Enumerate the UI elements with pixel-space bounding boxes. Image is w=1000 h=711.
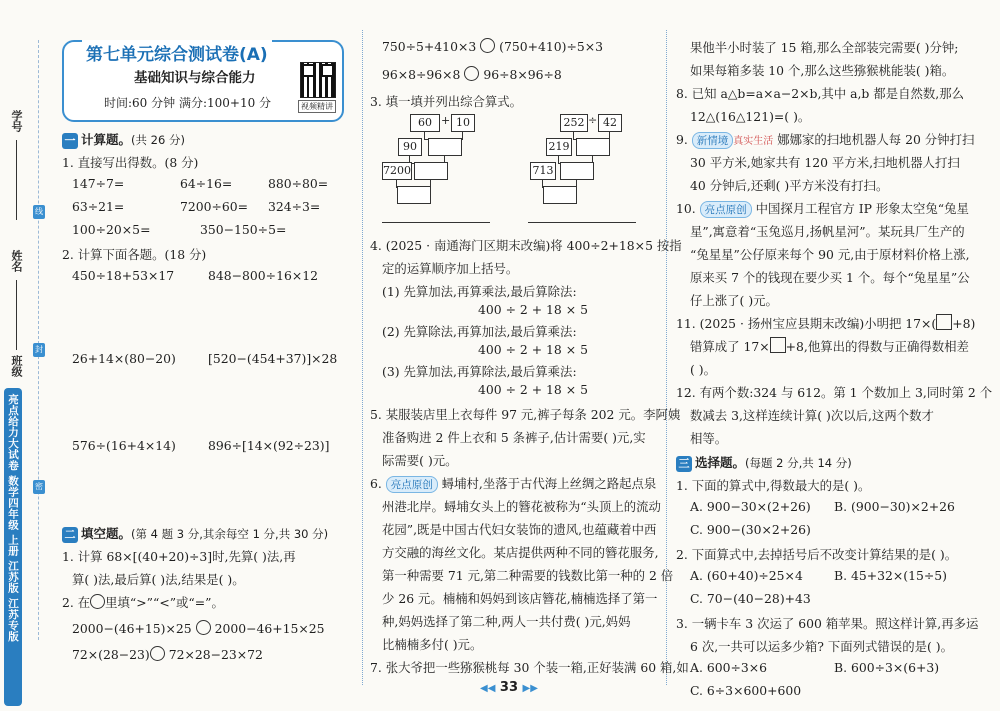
section-choice-header xyxy=(676,453,852,472)
f6-tag: 亮点原创 xyxy=(386,476,438,493)
f8-line: 12△(16△121)=( )。 xyxy=(690,109,811,124)
compare-circle[interactable] xyxy=(150,646,165,661)
s2-option[interactable]: A. (60+40)÷25×4 xyxy=(690,568,803,583)
f5-line: 际需要( )元。 xyxy=(382,453,458,468)
q2-item: 848−800÷16×12 xyxy=(208,268,318,283)
s1-title: 1. 下面的算式中,得数最大的是( )。 xyxy=(676,478,871,493)
diagram-box: 60 xyxy=(410,114,440,132)
f10-line: 星”,寓意着“玉兔巡月,扬帆星河”。某玩具厂生产的 xyxy=(690,224,965,239)
s3-option[interactable]: B. 600÷3×(6+3) xyxy=(834,660,940,675)
f9-text: 娜娜家的扫地机器人每 20 分钟打扫 xyxy=(777,132,975,147)
c-expr: 96÷8×96÷8 xyxy=(483,67,562,82)
f12-line: 相等。 xyxy=(690,431,728,446)
f6-line: 种,妈妈选择了第二种,两人一共付费( )元,妈妈 xyxy=(382,614,631,629)
q1-item: 63÷21= xyxy=(72,199,125,214)
q1-item: 100÷20×5= xyxy=(72,222,151,237)
c-expr: 750÷5+410×3 xyxy=(382,39,477,54)
column-divider-1 xyxy=(362,30,363,685)
f6-text: 蟳埔村,坐落于古代海上丝绸之路起点泉 xyxy=(441,476,657,491)
q1-item: 64÷16= xyxy=(180,176,233,191)
book-series-band xyxy=(4,388,22,706)
q1-item: 7200÷60= xyxy=(180,199,249,214)
q1-item: 350−150÷5= xyxy=(200,222,287,237)
f2-row xyxy=(72,620,325,636)
section-title: 计算题。 xyxy=(81,132,132,147)
c-expr: (750+410)÷5×3 xyxy=(499,39,604,54)
class-label: 班级 xyxy=(10,355,23,377)
cut-line xyxy=(38,40,39,640)
diagram-blank-box[interactable] xyxy=(560,162,594,180)
section-fill-header xyxy=(62,524,328,543)
page-number xyxy=(480,680,538,695)
diagram-blank-box[interactable] xyxy=(428,138,462,156)
name-line xyxy=(16,280,17,350)
f10-text: 中国探月工程官方 IP 形象太空兔“兔星 xyxy=(755,201,969,216)
f10-line: “兔星星”公仔原来每个 90 元,由于原材料价格上涨, xyxy=(690,247,970,262)
f2-expr: 2000−(46+15)×25 xyxy=(72,621,192,636)
s2-option[interactable]: B. 45+32×(15÷5) xyxy=(834,568,947,583)
qr-code-icon[interactable] xyxy=(300,62,336,98)
f4-sub: (2) 先算除法,再算加法,最后算乘法: xyxy=(382,324,577,339)
diagram-box: 42 xyxy=(598,114,622,132)
f4-expr: 400 ÷ 2 + 18 × 5 xyxy=(478,342,588,357)
compare-circle[interactable] xyxy=(464,66,479,81)
diagram-box: 219 xyxy=(546,138,572,156)
f4-sub: (1) 先算加法,再算乘法,最后算除法: xyxy=(382,284,577,299)
square-blank xyxy=(936,314,952,330)
q1-item: 147÷7= xyxy=(72,176,125,191)
f6-line xyxy=(370,474,656,493)
column-divider-2 xyxy=(666,30,667,685)
f2-row xyxy=(72,646,263,662)
section-title: 填空题。 xyxy=(81,526,132,541)
diagram-blank-box[interactable] xyxy=(576,138,610,156)
student-id-line xyxy=(16,140,17,220)
f6-line: 少 26 元。楠楠和妈妈到该店簪花,楠楠选择了第一 xyxy=(382,591,658,606)
qr-label: 视频精讲 xyxy=(298,100,336,113)
diagram-blank-box[interactable] xyxy=(397,186,431,204)
f2-title-prefix: 2. 在 xyxy=(62,595,91,610)
section-calc-header xyxy=(62,130,185,149)
compare-circle[interactable] xyxy=(196,620,211,635)
s3-line: 3. 一辆卡车 3 次运了 600 箱苹果。照这样计算,再多运 xyxy=(676,616,979,631)
section-note: (每题 2 分,共 14 分) xyxy=(745,456,852,470)
f6-num: 6. xyxy=(370,476,382,491)
diagram-box: 10 xyxy=(451,114,475,132)
f12-line: 数减去 3,这样连续计算( )次以后,这两个数才 xyxy=(690,408,934,423)
f2-expr: 2000−46+15×25 xyxy=(214,621,325,636)
section-number: 一 xyxy=(62,133,78,149)
f10-line xyxy=(676,199,969,218)
s1-option[interactable]: A. 900−30×(2+26) xyxy=(690,499,811,514)
f12-line: 12. 有两个数:324 与 612。第 1 个数加上 3,同时第 2 个 xyxy=(676,385,993,400)
time-info: 时间:60 分钟 满分:100+10 分 xyxy=(104,96,272,110)
student-id-label: 学号 xyxy=(10,110,23,132)
f10-tag: 亮点原创 xyxy=(700,201,752,218)
f11-text: 11. (2025 · 扬州宝应县期末改编)小明把 17×( xyxy=(676,316,937,331)
f4-expr: 400 ÷ 2 + 18 × 5 xyxy=(478,302,588,317)
s3-option[interactable]: C. 6÷3×600+600 xyxy=(690,683,802,698)
diagram-line xyxy=(424,131,425,139)
f4-line: 4. (2025 · 南通海门区期末改编)将 400÷2+18×5 按指 xyxy=(370,238,682,253)
f9-line: 30 平方米,她家共有 120 平方米,扫地机器人打扫 xyxy=(690,155,960,170)
diagram-op: + xyxy=(441,114,451,127)
f10-line: 仔上涨了( )元。 xyxy=(690,293,778,308)
f6-line: 方交融的海丝文化。某店提供两种不同的簪花服务, xyxy=(382,545,659,560)
f7-line: 如果每箱多装 10 个,那么这些猕猴桃能装( )箱。 xyxy=(690,63,955,78)
f4-expr: 400 ÷ 2 + 18 × 5 xyxy=(478,382,588,397)
s1-option[interactable]: B. (900−30)×2+26 xyxy=(834,499,955,514)
f9-tag2: 真实生活 xyxy=(733,136,774,147)
title-box xyxy=(62,40,344,122)
diagram-op: ÷ xyxy=(588,114,598,127)
f11-line: ( )。 xyxy=(690,362,716,377)
f11-text: +8,他算出的得数与正确得数相差 xyxy=(785,339,969,354)
section-number: 二 xyxy=(62,527,78,543)
f4-line: 定的运算顺序加上括号。 xyxy=(382,261,519,276)
f2-expr: 72×28−23×72 xyxy=(168,647,263,662)
f4-sub: (3) 先算加法,再算除法,最后算乘法: xyxy=(382,364,577,379)
diagram-line xyxy=(573,131,574,139)
f11-text: 错算成了 17× xyxy=(690,339,770,354)
f6-line: 花园”,既是中国古代妇女装饰的遗风,也蕴藏着中西 xyxy=(382,522,657,537)
q2-item: 450÷18+53×17 xyxy=(72,268,175,283)
f9-tag: 新情境 xyxy=(692,132,734,149)
q1-item: 880÷80= xyxy=(268,176,329,191)
section-note: (共 26 分) xyxy=(131,133,185,147)
answer-line[interactable] xyxy=(528,222,636,223)
seal-mark-1: 线 xyxy=(33,205,45,219)
q1-item: 324÷3= xyxy=(268,199,321,214)
diagram-blank-box[interactable] xyxy=(543,186,577,204)
circle-blank xyxy=(90,594,105,609)
f5-line: 准备购进 2 件上衣和 5 条裤子,估计需要( )元,实 xyxy=(382,430,646,445)
s3-line: 6 次,一共可以运多少箱? 下面列式错误的是( )。 xyxy=(690,639,953,654)
seal-mark-3: 密 xyxy=(33,480,45,494)
f11-line xyxy=(690,337,969,355)
f10-num: 10. xyxy=(676,201,696,216)
f6-line: 比楠楠多付( )元。 xyxy=(382,637,483,652)
diagram-box: 252 xyxy=(560,114,588,132)
diagram-box: 7200 xyxy=(382,162,412,180)
section-number: 三 xyxy=(676,456,692,472)
c-expr: 96×8÷96×8 xyxy=(382,67,461,82)
diagram-line xyxy=(462,131,463,139)
page-number-value: 33 xyxy=(499,680,519,695)
q1-title: 1. 直接写出得数。(8 分) xyxy=(62,155,199,170)
s2-title: 2. 下面算式中,去掉括号后不改变计算结果的是( )。 xyxy=(676,547,958,562)
page-subtitle: 基础知识与综合能力 xyxy=(134,70,256,86)
diagram-blank-box[interactable] xyxy=(414,162,448,180)
q2-item: 576÷(16+4×14) xyxy=(72,438,176,453)
f10-line: 原来买 7 个的钱现在要少买 1 个。每个“兔星星”公 xyxy=(690,270,970,285)
q2-title: 2. 计算下面各题。(18 分) xyxy=(62,247,207,262)
next-arrow-icon: ▶▶ xyxy=(522,683,538,694)
section-note: (第 4 题 3 分,其余每空 1 分,共 30 分) xyxy=(131,527,329,541)
c-row xyxy=(382,66,562,82)
compare-circle[interactable] xyxy=(480,38,495,53)
prev-arrow-icon: ◀◀ xyxy=(480,683,496,694)
name-label: 姓名 xyxy=(10,250,23,272)
f11-line xyxy=(676,314,975,332)
s2-option[interactable]: C. 70−(40−28)+43 xyxy=(690,591,811,606)
f1-line: 算( )法,最后算( )法,结果是( )。 xyxy=(72,572,245,587)
f7-line: 7. 张大爷把一些猕猴桃每 30 个装一箱,正好装满 60 箱,如 xyxy=(370,660,689,675)
f9-line xyxy=(676,130,974,149)
f5-line: 5. 某服装店里上衣每件 97 元,裤子每条 202 元。李阿姨 xyxy=(370,407,681,422)
page-title: 第七单元综合测试卷(A) xyxy=(82,40,272,65)
f9-line: 40 分钟后,还剩( )平方米没有打扫。 xyxy=(690,178,889,193)
f7-line: 果他半小时装了 15 箱,那么全部装完需要( )分钟; xyxy=(690,40,959,55)
answer-line[interactable] xyxy=(382,222,490,223)
binding-margin xyxy=(0,0,58,711)
f2-title xyxy=(62,593,224,611)
seal-mark-2: 封 xyxy=(33,343,45,357)
f2-expr: 72×(28−23) xyxy=(72,647,150,662)
diagram-box: 90 xyxy=(398,138,422,156)
q2-item: [520−(454+37)]×28 xyxy=(208,351,338,366)
section-title: 选择题。 xyxy=(695,455,746,470)
f6-line: 州港北岸。蟳埔女头上的簪花被称为“头顶上的流动 xyxy=(382,499,661,514)
f1-line: 1. 计算 68×[(40+20)÷3]时,先算( )法,再 xyxy=(62,549,296,564)
f8-line: 8. 已知 a△b=a×a−2×b,其中 a,b 都是自然数,那么 xyxy=(676,86,964,101)
f11-text: +8) xyxy=(952,316,976,331)
square-blank xyxy=(770,337,786,353)
diagram-box: 713 xyxy=(530,162,556,180)
s3-option[interactable]: A. 600÷3×6 xyxy=(690,660,768,675)
c-row xyxy=(382,38,603,54)
q2-item: 896÷[14×(92÷23)] xyxy=(208,438,330,453)
q2-item: 26+14×(80−20) xyxy=(72,351,176,366)
diagram-line xyxy=(558,155,559,163)
f6-line: 第一种需要 71 元,第二种需要的钱数比第一种的 2 倍 xyxy=(382,568,674,583)
book-label: 亮点给力大试卷 数学四年级 上册 江苏版 江苏专版 xyxy=(7,394,19,642)
s1-option[interactable]: C. 900−(30×2+26) xyxy=(690,522,811,537)
f9-num: 9. xyxy=(676,132,688,147)
f2-title-suffix: 里填“>”“<”或“=”。 xyxy=(105,595,224,610)
f3-title: 3. 填一填并列出综合算式。 xyxy=(370,94,523,109)
